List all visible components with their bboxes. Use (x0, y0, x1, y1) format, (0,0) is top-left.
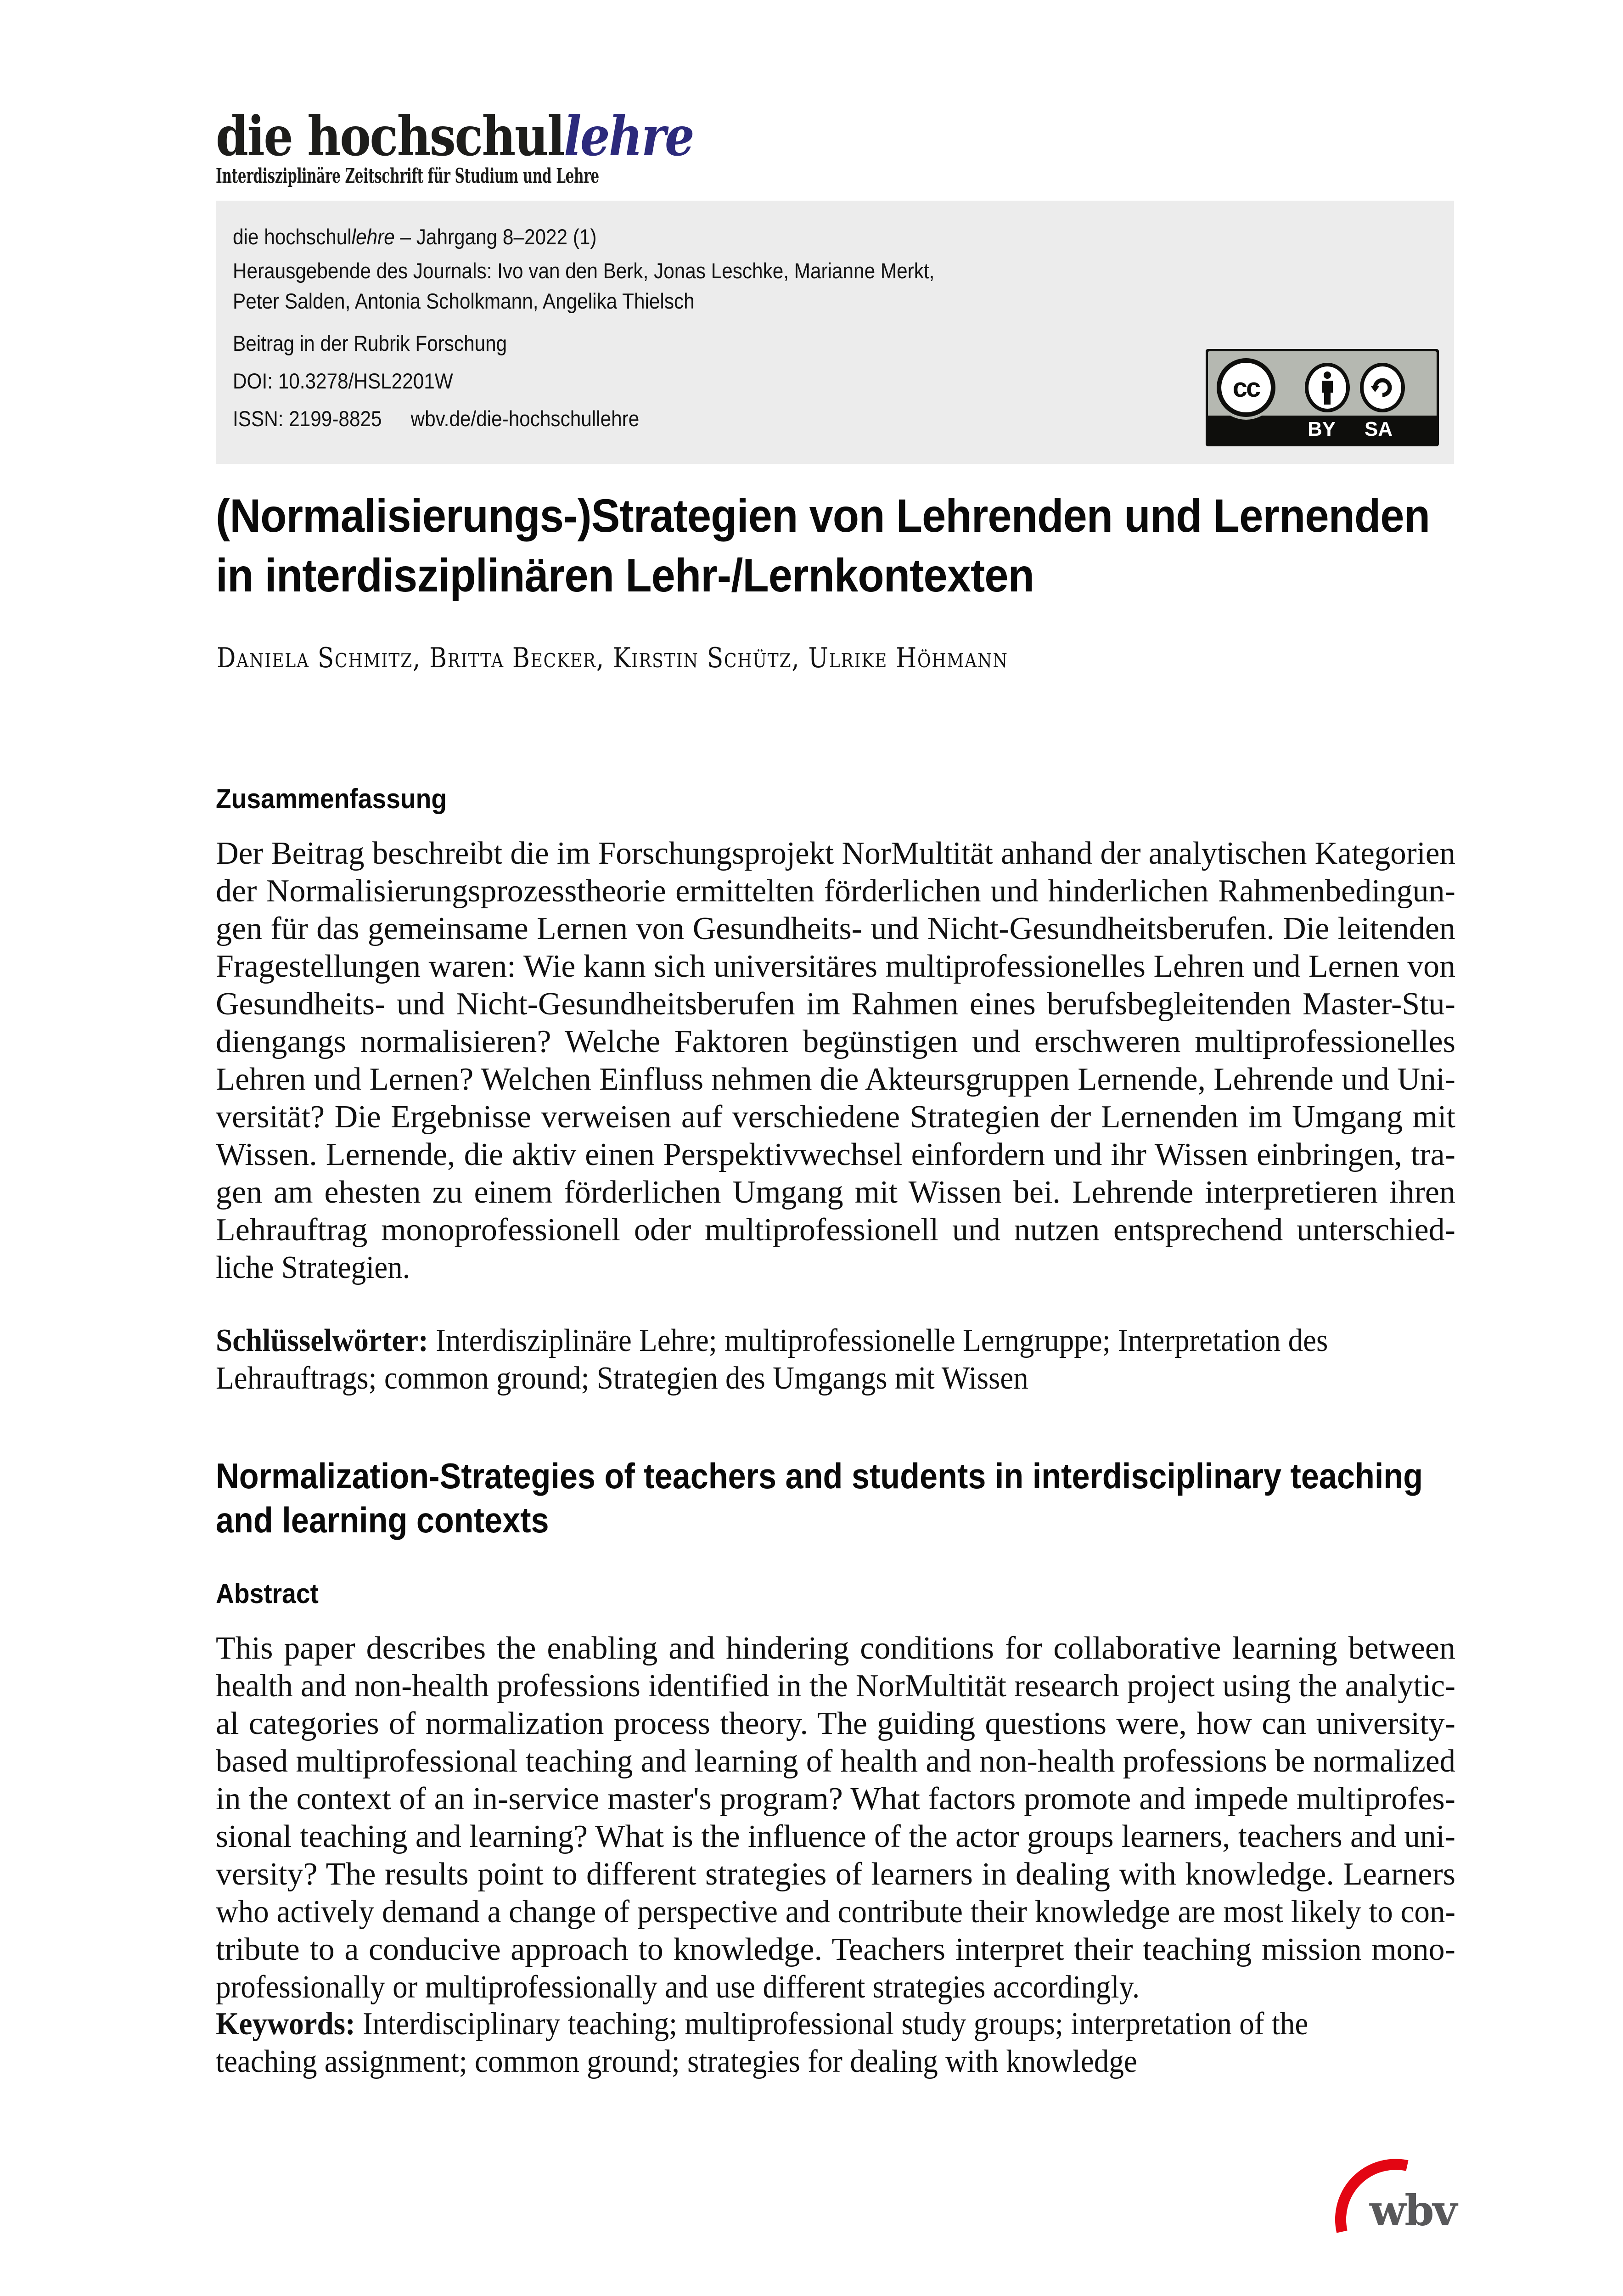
body-line: Gesundheits- und Nicht-Gesundheitsberufen im Rahmen eines berufsbegleitenden Master-Stu- (216, 986, 1455, 1022)
body-line: based multiprofessional teaching and learning of health and non-health professions be normalized (216, 1744, 1455, 1779)
body-line: health and non-health professions identified in the NorMultität research project using the analytic- (216, 1668, 1455, 1704)
body-line: versity? The results point to different strategies of learners in dealing with knowledge. Learners (216, 1857, 1455, 1892)
by-label: BY (1308, 418, 1336, 440)
body-line: professionally or multiprofessionally and use different strategies accordingly. (216, 1970, 1140, 2005)
website-link[interactable]: wbv.de/die-hochschullehre (410, 406, 640, 431)
cc-by-sa-license-badge[interactable] (1206, 349, 1439, 446)
keywords-label: Schlüsselwörter: (216, 1323, 428, 1358)
journal-masthead (216, 104, 788, 188)
body-line: liche Strategien. (216, 1250, 410, 1285)
article-title-line-2: in interdisziplinären Lehr-/Lernkontexten (216, 549, 1034, 602)
article-title-line-1: (Normalisierungs-)Strategien von Lehrenden und Lernenden (216, 490, 1430, 542)
body-line: This paper describes the enabling and hindering conditions for collaborative learning between (216, 1631, 1455, 1666)
issn: ISSN: 2199-8825 (233, 406, 382, 431)
body-line: Der Beitrag beschreibt die im Forschungsprojekt NorMultität anhand der analytischen Kategorien (216, 836, 1455, 871)
body-line: in the context of an in-service master's program? What factors promote and impede multiprofes- (216, 1781, 1455, 1817)
body-line: gen am ehesten zu einem förderlichen Umgang mit Wissen bei. Lehrende interpretieren ihren (216, 1175, 1455, 1210)
english-title-line-1: Normalization-Strategies of teachers and students in interdisciplinary teaching (216, 1456, 1423, 1496)
keywords-text: Interdisciplinary teaching; multiprofessional study groups; interpretation of the (355, 2006, 1309, 2042)
body-line: sional teaching and learning? What is the influence of the actor groups learners, teachers and uni- (216, 1819, 1455, 1854)
schluesselwoerter (216, 1322, 1455, 1397)
journal-subtitle: Interdisziplinäre Zeitschrift für Studium und Lehre (216, 164, 599, 188)
journal-issue: – Jahrgang 8–2022 (1) (394, 225, 597, 249)
share-alike-icon (1364, 366, 1401, 409)
attribution-person-icon (1309, 366, 1346, 409)
wbv-logo-text: wbv (1370, 2186, 1456, 2235)
abstract-heading: Abstract (216, 1578, 319, 1609)
sa-label: SA (1365, 418, 1393, 440)
article-title (216, 486, 1465, 605)
body-line: der Normalisierungsprozesstheorie ermittelten förderlichen und hinderlichen Rahmenbedingun- (216, 873, 1455, 909)
keywords-line-2: teaching assignment; common ground; strategies for dealing with knowledge (216, 2044, 1137, 2079)
editors-line-2: Peter Salden, Antonia Scholkmann, Angelika Thielsch (233, 289, 695, 313)
journal-issue-line (233, 218, 934, 256)
abstract-body (216, 1630, 1455, 2006)
body-line: Fragestellungen waren: Wie kann sich universitäres multiprofessionelles Lehren und Lernen von (216, 949, 1455, 984)
journal-logo-accent: lehre (563, 104, 693, 168)
body-line: Lehrauftrag monoprofessionell oder multiprofessionell und nutzen entsprechend unterschied- (216, 1212, 1455, 1248)
keywords-label: Keywords: (216, 2006, 355, 2042)
journal-name: die hochschul (233, 225, 352, 249)
cc-icon-label: cc (1232, 372, 1260, 403)
zusammenfassung-heading: Zusammenfassung (216, 783, 447, 814)
journal-logo-plain: die hochschul (216, 104, 564, 168)
wbv-publisher-logo (1334, 2149, 1456, 2241)
english-title (216, 1454, 1465, 1542)
body-line: Wissen. Lernende, die aktiv einen Perspektivwechsel einfordern und ihr Wissen einbringen, tra- (216, 1137, 1455, 1172)
keywords (216, 2005, 1455, 2081)
keywords-line-1 (216, 1322, 1332, 1360)
keywords-line-2: Lehrauftrags; common ground; Strategien des Umgangs mit Wissen (216, 1361, 1028, 1396)
body-line: diengangs normalisieren? Welche Faktoren begünstigen und erschweren multiprofessionelles (216, 1024, 1455, 1059)
body-line: tribute to a conducive approach to knowledge. Teachers interpret their teaching mission mono- (216, 1932, 1455, 1967)
rubric-line: Beitrag in der Rubrik Forschung (233, 331, 507, 355)
body-line: gen für das gemeinsame Lernen von Gesundheits- und Nicht-Gesundheitsberufen. Die leitenden (216, 911, 1455, 946)
editors-line-1: Herausgebende des Journals: Ivo van den Berk, Jonas Leschke, Marianne Merkt, (233, 259, 935, 283)
doi-link[interactable]: DOI: 10.3278/HSL2201W (233, 369, 453, 393)
body-line: Lehren und Lernen? Welchen Einfluss nehmen die Akteursgruppen Lernende, Lehrende und Uni- (216, 1062, 1455, 1097)
zusammenfassung-body (216, 835, 1455, 1287)
cc-icon (1221, 363, 1271, 412)
article-authors: Daniela Schmitz, Britta Becker, Kirstin Schütz, Ulrike Höhmann (217, 642, 1008, 674)
body-line: who actively demand a change of perspective and contribute their knowledge are most likely to con- (216, 1894, 1455, 1930)
keywords-text: Interdisziplinäre Lehre; multiprofessionelle Lerngruppe; Interpretation des (428, 1323, 1328, 1358)
journal-name-italic: lehre (351, 225, 395, 249)
body-line: al categories of normalization process theory. The guiding questions were, how can university- (216, 1706, 1455, 1741)
journal-logo (216, 104, 708, 168)
keywords-line-1 (216, 2005, 1313, 2043)
issn-line (233, 400, 934, 438)
body-line: versität? Die Ergebnisse verweisen auf verschiedene Strategien der Lernenden im Umgang mit (216, 1099, 1455, 1135)
english-title-line-2: and learning contexts (216, 1500, 549, 1540)
